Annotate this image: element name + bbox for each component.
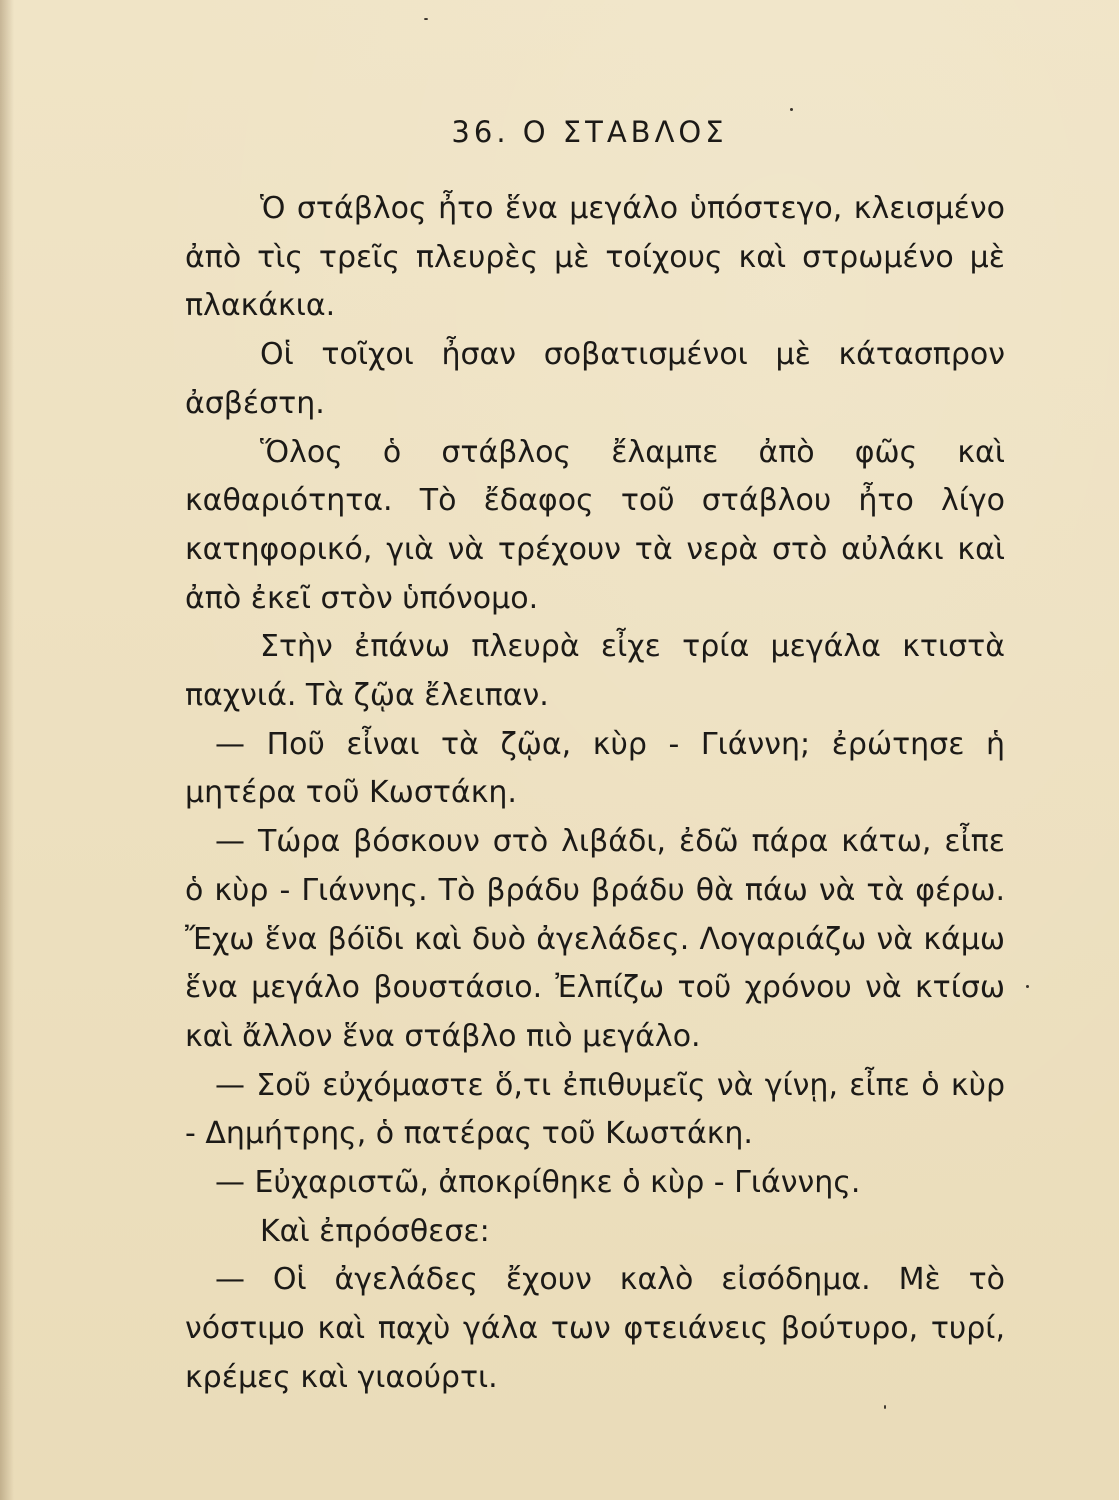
dialog-giannis-thanks: — Εὐχαριστῶ, ἀποκρίθηκε ὁ κὺρ - Γιάννης. <box>215 1165 861 1201</box>
page-edge-shadow <box>0 0 14 1500</box>
paragraph-stable-description: Ὁ στάβλος ἦτο ἕνα μεγάλο ὑπόστεγο, κλεισμένο ἀπὸ τὶς τρεῖς πλευρὲς μὲ τοίχους καὶ στρωμένο μὲ πλακάκια. <box>185 191 1005 324</box>
dialog-giannis-answer: — Τώρα βόσκουν στὸ λιβάδι, ἐδῶ πάρα κάτω, εἶπε ὁ κὺρ - Γιάννης. Τὸ βράδυ βράδυ θὰ πάω νὰ τὰ φέρω. Ἔχω ἕνα βόϊδι καὶ δυὸ ἀγελάδες. Λογαριάζω νὰ κάμω ἕνα μεγάλο βουστάσιο. Ἐλπίζω τοῦ χρόνου νὰ κτίσω καὶ ἄλλον ἕνα στάβλο πιὸ μεγάλο. <box>185 824 1005 1054</box>
print-speck <box>424 18 428 20</box>
print-speck <box>884 1405 886 1409</box>
chapter-body <box>185 185 1005 1403</box>
dialog-dimitris-wish: — Σοῦ εὐχόμαστε ὅ,τι ἐπιθυμεῖς νὰ γίνῃ, εἶπε ὁ κὺρ - Δημήτρης, ὁ πατέρας τοῦ Κωστάκη. <box>185 1067 1005 1152</box>
paragraph-mangers: Στὴν ἐπάνω πλευρὰ εἶχε τρία μεγάλα κτιστὰ παχνιά. Τὰ ζῷα ἔλειπαν. <box>185 629 1005 714</box>
paragraph-walls: Οἱ τοῖχοι ἦσαν σοβατισμένοι μὲ κάτασπρον ἀσβέστη. <box>185 337 1005 421</box>
dialog-cows-income: — Οἱ ἀγελάδες ἔχουν καλὸ εἰσόδημα. Μὲ τὸ νόστιμο καὶ παχὺ γάλα των φτειάνεις βούτυρο, τυρί, κρέμες καὶ γιαούρτι. <box>185 1262 1005 1395</box>
print-speck <box>790 108 793 111</box>
paragraph-cleanliness: Ὅλος ὁ στάβλος ἔλαμπε ἀπὸ φῶς καὶ καθαριότητα. Τὸ ἔδαφος τοῦ στάβλου ἦτο λίγο κατηφορικό, γιὰ νὰ τρέχουν τὰ νερὰ στὸ αὐλάκι καὶ ἀπὸ ἐκεῖ στὸν ὑπόνομο. <box>185 434 1005 616</box>
print-speck <box>1026 985 1029 988</box>
chapter-title: 36. Ο ΣΤΑΒΛΟΣ <box>451 115 728 149</box>
dialog-mother-question: — Ποῦ εἶναι τὰ ζῷα, κὺρ - Γιάννη; ἐρώτησε ἡ μητέρα τοῦ Κωστάκη. <box>185 726 1005 811</box>
paragraph-added: Καὶ ἐπρόσθεσε: <box>260 1213 490 1249</box>
